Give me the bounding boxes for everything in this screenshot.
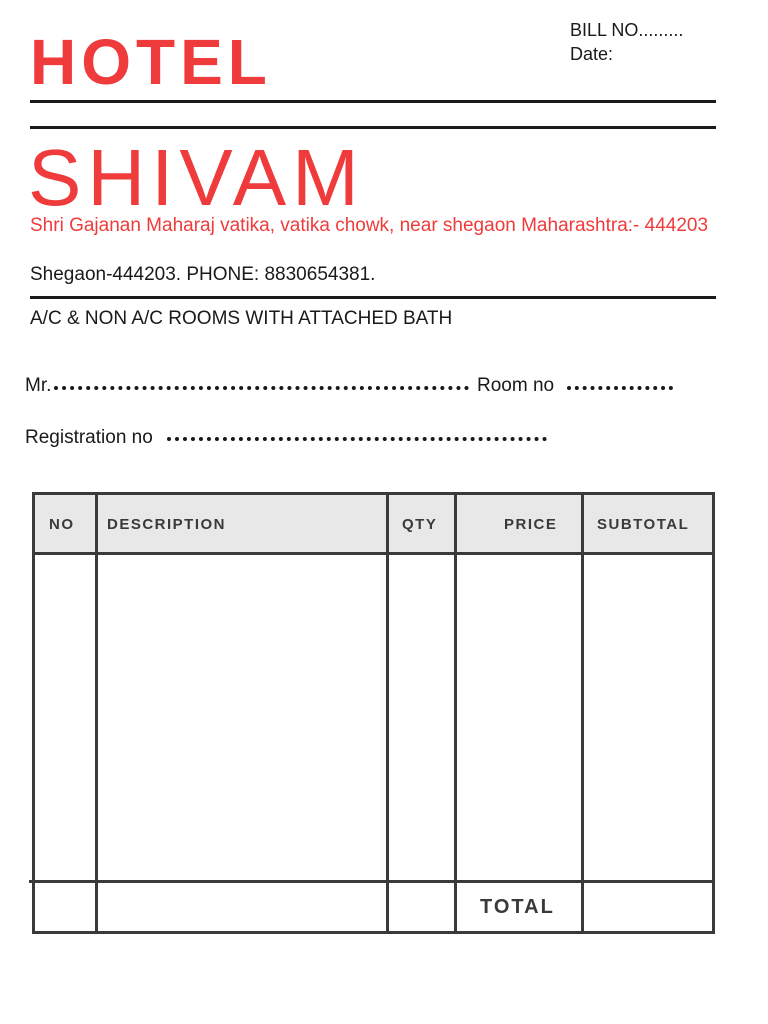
total-row-divider <box>29 880 715 883</box>
header-rule-top <box>30 100 716 103</box>
column-header-description: DESCRIPTION <box>107 516 227 533</box>
address-line-red: Shri Gajanan Maharaj vatika, vatika chowk, near shegaon Maharashtra:- 444203 <box>30 215 709 236</box>
bill-table <box>32 492 715 934</box>
column-divider <box>581 495 584 931</box>
bill-number: BILL NO......... <box>570 20 684 40</box>
hotel-name: SHIVAM <box>28 133 365 222</box>
bill-info <box>570 18 683 66</box>
room-number-field[interactable] <box>567 386 673 390</box>
header-rule-middle <box>30 126 716 129</box>
total-value-cell[interactable] <box>595 890 705 924</box>
total-label: TOTAL <box>480 896 555 918</box>
registration-number-field[interactable] <box>167 437 547 441</box>
address-line-phone: Shegaon-444203. PHONE: 8830654381. <box>30 264 376 285</box>
column-header-subtotal: SUBTOTAL <box>597 516 690 533</box>
hotel-word: HOTEL <box>30 26 272 98</box>
header-rule-bottom <box>30 296 716 299</box>
column-divider <box>386 495 389 931</box>
column-header-price: PRICE <box>504 516 558 533</box>
bill-date-label: Date: <box>570 44 614 64</box>
column-divider <box>454 495 457 931</box>
amenities-tagline: A/C & NON A/C ROOMS WITH ATTACHED BATH <box>30 308 453 329</box>
guest-name-label: Mr. <box>25 375 52 396</box>
column-divider <box>95 495 98 931</box>
column-header-qty: QTY <box>402 516 438 533</box>
column-header-no: NO <box>49 516 75 533</box>
registration-number-label: Registration no <box>25 427 153 448</box>
guest-name-field[interactable] <box>54 386 469 390</box>
room-number-label: Room no <box>477 375 555 396</box>
